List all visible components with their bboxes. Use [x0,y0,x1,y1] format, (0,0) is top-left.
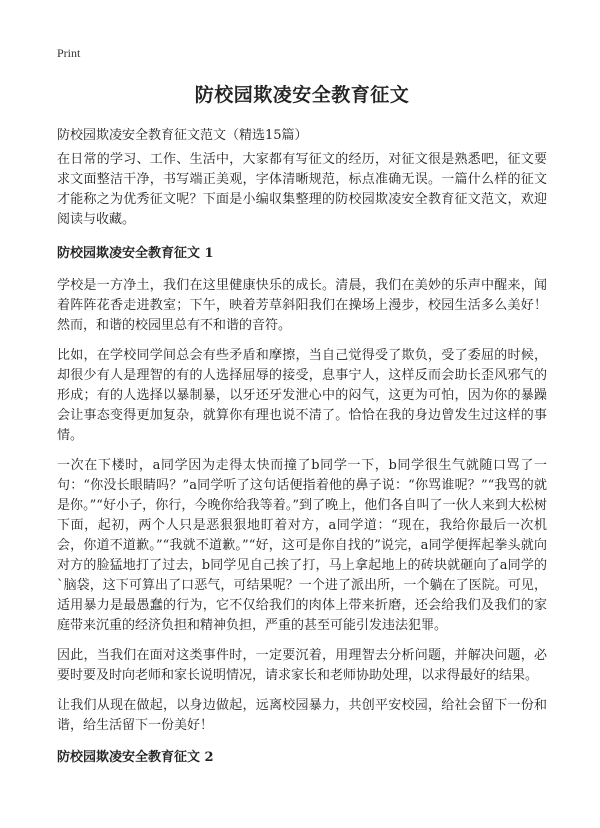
essay-1-paragraph: 因此，当我们在面对这类事件时，一定要沉着，用理智去分析问题，并解决问题，必要时要及时向老师和家长说明情况，请求家长和老师协助处理，以求得最好的结果。 [57,648,547,683]
essay-1-paragraph: 让我们从现在做起，以身边做起，远离校园暴力，共创平安校园，给社会留下一份和谐，给生活留下一份美好！ [57,698,547,733]
essay-1-paragraph: 学校是一方净土，我们在这里健康快乐的成长。清晨，我们在美妙的乐声中醒来，闻着阵阵花香走进教室；下午，映着芳草斜阳我们在操场上漫步，校园生活多么美好！然而，和谐的校园里总有不和谐的音符。 [57,278,547,333]
subtitle: 防校园欺凌安全教育征文范文（精选15篇） [57,128,308,143]
essay-2-heading: 防校园欺凌安全教育征文 2 [57,750,214,765]
article-body [57,150,547,780]
page-title: 防校园欺凌安全教育征文 [194,84,410,106]
essay-1-heading: 防校园欺凌安全教育征文 1 [57,246,214,261]
print-link[interactable]: Print [57,46,81,60]
intro-paragraph: 在日常的学习、工作、生活中，大家都有写征文的经历，对征文很是熟悉吧，征文要求文面整洁干净，书写端正美观，字体清晰规范，标点准确无误。一篇什么样的征文才能称之为优秀征文呢？下面是小编収集整理的防校园欺凌安全教育征文范文，欢迎阅读与收藏。 [57,152,547,227]
essay-1-paragraph: 一次在下楼时，a同学因为走得太快而撞了b同学一下，b同学很生气就随口骂了一句：“你没长眼睛吗？”a同学听了这句话便指着他的鼻子说：“你骂谁呢？”“我骂的就是你。”“好小子，你行，今晚你给我等着。”到了晚上，他们各自叫了一伙人来到大松树下面，起初，两个人只是恶狠狠地盯着对方，a同学道：“现在，我给你最后一次机会，你道不道歉。”“我就不道歉。”“好，这可是你自找的”说完，a同学便挥起拳头就向对方的脸猛地打了过去，b同学见自己挨了打，马上拿起地上的砖块就砸向了a同学的`脑袋，这下可算出了口恶气，可结果呢？一个进了派出所，一个躺在了医院。可见，适用暴力是最愚蠢的行为，它不仅给我们的肉体上带来折磨，还会给我们及我们的家庭带来沉重的经济负担和精神负担，严重的甚至可能引发违法犯罪。 [57,458,547,633]
essay-1-paragraph: 比如，在学校同学间总会有些矛盾和摩擦，当自己觉得受了欺负，受了委屈的时候，却很少有人是理智的有的人选择屈辱的接受，息事宁人，这样反而会助长歪风邪气的形成；有的人选择以暴制暴，以牙还牙发泄心中的闷气，这更为可怕，因为你的暴躁会让事态变得更加复杂，就算你有理也说不清了。恰恰在我的身边曾发生过这样的事情。 [57,348,547,443]
